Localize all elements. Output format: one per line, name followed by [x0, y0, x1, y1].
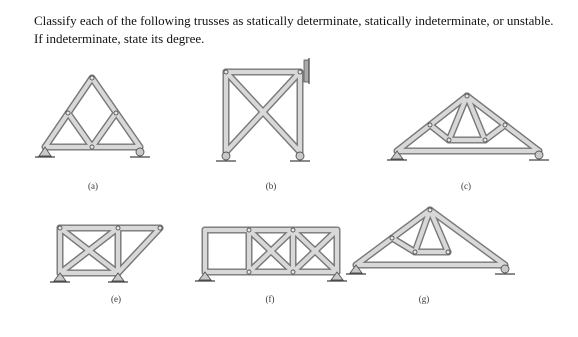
caption-b: (b): [265, 181, 277, 191]
caption-g: (g): [418, 294, 430, 304]
caption-f: (f): [265, 294, 275, 304]
problem-line-1: Classify each of the following trusses as statically determinate, statically indeterminate, or unstable.: [34, 13, 554, 28]
caption-e: (e): [111, 294, 121, 304]
caption-c: (c): [461, 181, 471, 191]
truss-g-members: [356, 210, 505, 265]
problem-line-2: If indeterminate, state its degree.: [34, 31, 205, 46]
caption-a: (a): [88, 181, 98, 191]
